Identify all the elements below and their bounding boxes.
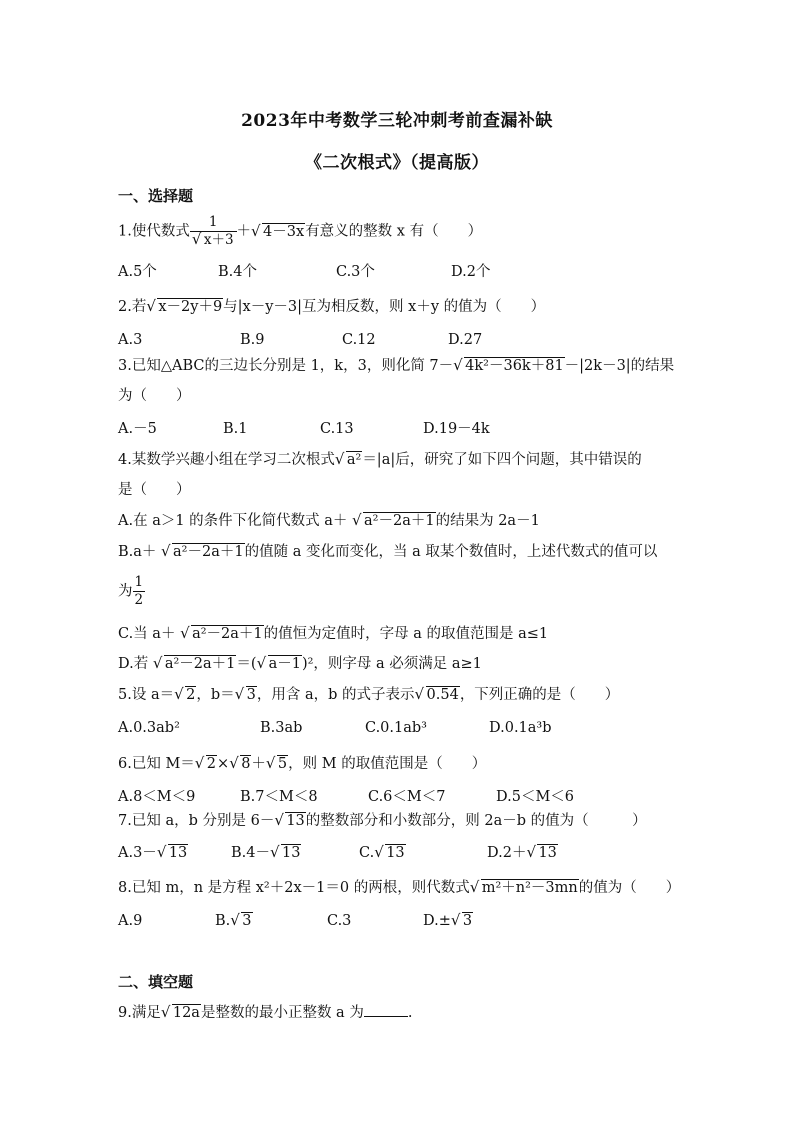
option-d: D.若 √ a²－2a＋1＝(√ a－1)²，则字母 a 必须满足 a≥1 xyxy=(118,655,482,673)
question-3: 3.已知△ABC的三边长分别是 1，k，3，则化简 7－√ 4k²－36k＋81－|2k－3|的结果 xyxy=(118,357,674,375)
question-6: 6.已知 M＝√ 2×√ 8＋√ 5，则 M 的取值范围是（ ） xyxy=(118,755,486,773)
option-a: A.9 xyxy=(118,913,143,929)
option-a: A.－5 xyxy=(118,421,157,437)
option-b: B.√ 3 xyxy=(215,912,253,930)
fraction: 1 √ x＋3 xyxy=(190,214,237,249)
option-c: C.3 xyxy=(327,913,352,929)
option-a: A.5个 xyxy=(118,264,157,280)
option-b: B.1 xyxy=(223,421,248,437)
question-5: 5.设 a＝√ 2，b＝√ 3，用含 a，b 的式子表示√ 0.54，下列正确的是（ ） xyxy=(118,686,619,704)
option-c: C.√ 13 xyxy=(359,844,406,862)
option-d: D.19－4k xyxy=(423,421,490,437)
option-d: D.2＋√ 13 xyxy=(487,844,558,862)
option-c: C.6＜M＜7 xyxy=(368,789,446,805)
option-d: D.27 xyxy=(448,332,483,348)
option-b: B.4个 xyxy=(218,264,257,280)
fraction: $\frac{1}{2}$ xyxy=(134,574,144,608)
option-c: C.当 a＋ √ a²－2a＋1的值恒为定值时，字母 a 的取值范围是 a≤1 xyxy=(118,625,548,643)
option-a: A.3－√ 13 xyxy=(118,844,188,862)
option-a: A.3 xyxy=(118,332,143,348)
option-b: B.a＋ √ a²－2a＋1的值随 a 变化而变化，当 a 取某个数值时，上述代数式的值可以 xyxy=(118,543,657,561)
option-b: B.3ab xyxy=(260,720,303,736)
option-c: C.13 xyxy=(320,421,354,437)
option-a: A.8＜M＜9 xyxy=(118,789,196,805)
option-b: B.7＜M＜8 xyxy=(240,789,318,805)
document-subtitle: 《二次根式》（提高版） xyxy=(305,153,489,173)
answer-blank xyxy=(364,1004,408,1017)
question-4: 4.某数学兴趣小组在学习二次根式√ a²＝|a|后，研究了如下四个问题，其中错误的 xyxy=(118,451,642,469)
option-b-line2: 为 $\frac{1}{2}$ xyxy=(118,574,144,608)
question-1: 1.使代数式 1 √ x＋3 ＋√ 4－3x有意义的整数 x 有（ ） xyxy=(118,214,482,249)
question-3-line2: 为（ ） xyxy=(118,388,191,404)
section-heading-choice: 一、选择题 xyxy=(118,187,194,205)
option-c: C.0.1ab³ xyxy=(365,720,427,736)
option-d: D.±√ 3 xyxy=(423,912,473,930)
question-9: 9.满足√ 12a是整数的最小正整数 a 为 . xyxy=(118,1004,412,1022)
option-b: B.4－√ 13 xyxy=(231,844,301,862)
option-d: D.5＜M＜6 xyxy=(496,789,575,805)
question-7: 7.已知 a，b 分别是 6－√ 13的整数部分和小数部分，则 2a－b 的值为（ ） xyxy=(118,812,647,830)
question-2: 2.若√ x－2y＋9与|x－y－3|互为相反数，则 x＋y 的值为（ ） xyxy=(118,298,545,316)
option-a: A.0.3ab² xyxy=(118,720,180,736)
option-c: C.3个 xyxy=(336,264,375,280)
option-d: D.0.1a³b xyxy=(489,720,552,736)
option-b: B.9 xyxy=(240,332,265,348)
section-heading-fill: 二、填空题 xyxy=(118,973,194,991)
option-a: A.在 a＞1 的条件下化简代数式 a＋ √ a²－2a＋1的结果为 2a－1 xyxy=(118,512,540,530)
option-c: C.12 xyxy=(342,332,376,348)
question-4-line2: 是（ ） xyxy=(118,482,191,498)
question-8: 8.已知 m，n 是方程 x²＋2x－1＝0 的两根，则代数式√ m²＋n²－3mn的值为（ ） xyxy=(118,879,680,897)
option-d: D.2个 xyxy=(451,264,491,280)
document-title: 2023年中考数学三轮冲刺考前查漏补缺 xyxy=(241,111,553,131)
